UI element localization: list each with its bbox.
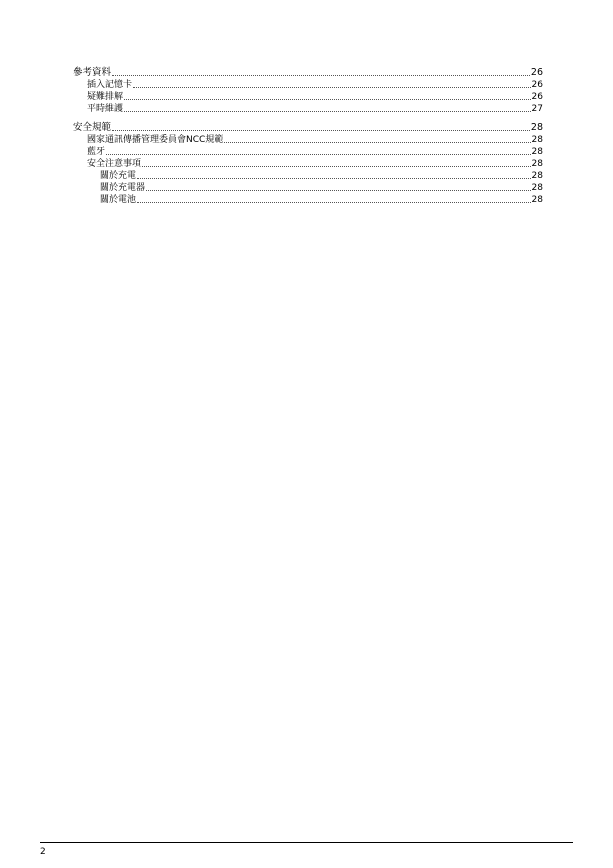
- dot-leader: [112, 75, 530, 76]
- toc-subitem-charger[interactable]: [73, 182, 543, 194]
- toc-item-title: 國家通訊傳播管理委員會NCC規範: [87, 135, 224, 145]
- toc-page-number: 28: [531, 183, 543, 193]
- toc-page-number: 26: [531, 92, 543, 102]
- toc-item-title: 疑難排解: [87, 92, 124, 102]
- dot-leader: [146, 190, 531, 191]
- dot-leader: [224, 142, 530, 143]
- dot-leader: [137, 178, 531, 179]
- toc-item-maintenance[interactable]: [73, 103, 543, 115]
- toc-section-title: 參考資料: [73, 67, 112, 78]
- toc-item-title: 藍牙: [87, 147, 106, 157]
- dot-leader: [106, 154, 531, 155]
- toc-page-number: 26: [531, 80, 543, 90]
- toc-item-title: 插入記憶卡: [87, 80, 133, 90]
- toc-page-number: 28: [531, 159, 543, 169]
- toc-item-ncc-regulations[interactable]: [73, 134, 543, 146]
- toc-item-troubleshooting[interactable]: [73, 91, 543, 103]
- dot-leader: [124, 99, 531, 100]
- toc-section-safety[interactable]: [73, 121, 543, 134]
- toc-page-number: 28: [531, 195, 543, 205]
- toc-subitem-title: 關於充電: [100, 171, 137, 181]
- toc-page-number: 27: [531, 104, 543, 114]
- toc-subitem-title: 關於電池: [100, 195, 137, 205]
- dot-leader: [133, 87, 531, 88]
- table-of-contents: [73, 66, 543, 206]
- toc-item-title: 安全注意事項: [87, 159, 142, 169]
- toc-page-number: 28: [531, 135, 543, 145]
- toc-subitem-battery[interactable]: [73, 194, 543, 206]
- footer-page-number: 2: [40, 847, 46, 857]
- toc-page-number: 28: [531, 147, 543, 157]
- toc-section-title: 安全規範: [73, 122, 112, 133]
- toc-item-insert-memory-card[interactable]: [73, 79, 543, 91]
- toc-item-title: 平時維護: [87, 104, 124, 114]
- dot-leader: [112, 130, 530, 131]
- dot-leader: [142, 166, 531, 167]
- toc-page-number: 26: [530, 67, 543, 78]
- dot-leader: [137, 202, 531, 203]
- dot-leader: [124, 111, 531, 112]
- toc-subitem-charging[interactable]: [73, 170, 543, 182]
- toc-item-safety-notes[interactable]: [73, 158, 543, 170]
- toc-page-number: 28: [530, 122, 543, 133]
- footer-divider: [40, 842, 573, 843]
- toc-subitem-title: 關於充電器: [100, 183, 146, 193]
- toc-page-number: 28: [531, 171, 543, 181]
- toc-item-bluetooth[interactable]: [73, 146, 543, 158]
- toc-section-reference[interactable]: [73, 66, 543, 79]
